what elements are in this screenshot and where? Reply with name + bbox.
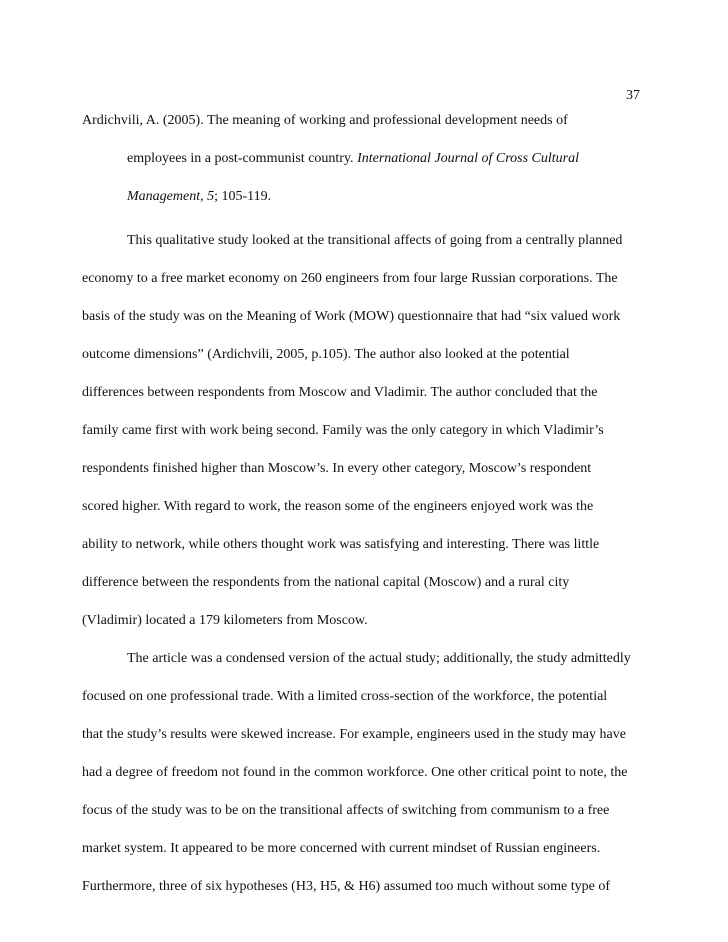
journal-volume: Management, 5 <box>127 189 215 204</box>
journal-title: International Journal of Cross Cultural <box>357 151 580 166</box>
paragraph-line: family came first with work being second. Family was the only category in which Vladimir’s <box>82 423 604 438</box>
paragraph-line: The article was a condensed version of the actual study; additionally, the study admittedly <box>127 651 631 666</box>
paragraph-line: had a degree of freedom not found in the common workforce. One other critical point to note, the <box>82 765 628 780</box>
paragraph-line: basis of the study was on the Meaning of Work (MOW) questionnaire that had “six valued work <box>82 309 621 324</box>
paragraph-line: This qualitative study looked at the transitional affects of going from a centrally planned <box>127 233 623 248</box>
paragraph-line: (Vladimir) located a 179 kilometers from Moscow. <box>82 613 368 628</box>
paragraph-line: ability to network, while others thought work was satisfying and interesting. There was little <box>82 537 600 552</box>
citation-line-1: Ardichvili, A. (2005). The meaning of working and professional development needs of <box>82 113 568 128</box>
paragraph-line: differences between respondents from Moscow and Vladimir. The author concluded that the <box>82 385 598 400</box>
paragraph-line: market system. It appeared to be more concerned with current mindset of Russian engineers. <box>82 841 601 856</box>
paragraph-line: respondents finished higher than Moscow’s. In every other category, Moscow’s respondent <box>82 461 592 476</box>
paragraph-line: focus of the study was to be on the transitional affects of switching from communism to a free <box>82 803 610 818</box>
page-number: 37 <box>626 88 640 103</box>
paragraph-line: scored higher. With regard to work, the reason some of the engineers enjoyed work was the <box>82 499 594 514</box>
citation-line-2 <box>127 151 579 167</box>
paragraph-line: economy to a free market economy on 260 engineers from four large Russian corporations. The <box>82 271 618 286</box>
citation-pages: ; 105-119. <box>214 189 272 204</box>
paragraph-line: difference between the respondents from the national capital (Moscow) and a rural city <box>82 575 570 590</box>
citation-line-3 <box>127 189 271 205</box>
paragraph-line: Furthermore, three of six hypotheses (H3, H5, & H6) assumed too much without some type of <box>82 879 611 894</box>
citation-text: employees in a post-communist country. <box>127 151 358 166</box>
paragraph-line: that the study’s results were skewed increase. For example, engineers used in the study may have <box>82 727 626 742</box>
paragraph-line: focused on one professional trade. With a limited cross-section of the workforce, the potential <box>82 689 608 704</box>
paragraph-line: outcome dimensions” (Ardichvili, 2005, p.105). The author also looked at the potential <box>82 347 570 362</box>
